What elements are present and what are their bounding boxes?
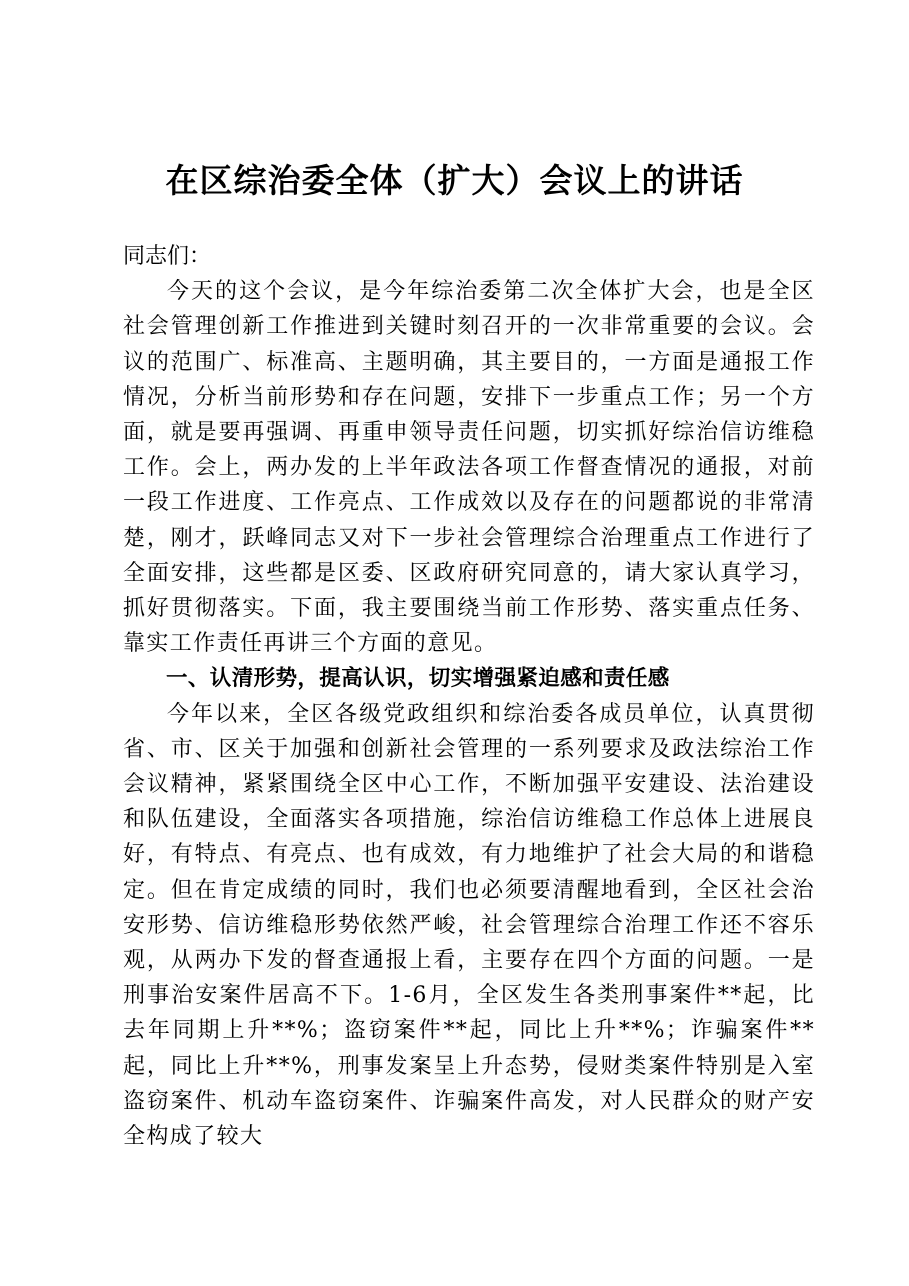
paragraph-opening: 今天的这个会议，是今年综治委第二次全体扩大会，也是全区社会管理创新工作推进到关键时刻召开的一次非常重要的会议。会议的范围广、标准高、主题明确，其主要目的，一方面是通报工作情况，分析当前形势和存在问题，安排下一步重点工作；另一个方面，就是要再强调、再重申领导责任问题，切实抓好综治信访维稳工作。会上，两办发的上半年政法各项工作督查情况的通报，对前一段工作进度、工作亮点、工作成效以及存在的问题都说的非常清楚，刚才，跃峰同志又对下一步社会管理综合治理重点工作进行了全面安排，这些都是区委、区政府研究同意的，请大家认真学习，抓好贯彻落实。下面，我主要围绕当前工作形势、落实重点任务、靠实工作责任再讲三个方面的意见。 [123,279,815,657]
document-title: 在区综治委全体（扩大）会议上的讲话 [165,161,744,200]
paragraph-situation: 今年以来，全区各级党政组织和综治委各成员单位，认真贯彻省、市、区关于加强和创新社会管理的一系列要求及政法综治工作会议精神，紧紧围绕全区中心工作，不断加强平安建设、法治建设和队伍建设，全面落实各项措施，综治信访维稳工作总体上进展良好，有特点、有亮点、也有成效，有力地维护了社会大局的和谐稳定。但在肯定成绩的同时，我们也必须要清醒地看到，全区社会治安形势、信访维稳形势依然严峻，社会管理综合治理工作还不容乐观，从两办下发的督查通报上看，主要存在四个方面的问题。一是刑事治安案件居高不下。1-6月，全区发生各类刑事案件**起，比去年同期上升**%；盗窃案件**起，同比上升**%；诈骗案件**起，同比上升**%，刑事发案呈上升态势，侵财类案件特别是入室盗窃案件、机动车盗窃案件、诈骗案件高发，对人民群众的财产安全构成了较大 [123,701,815,1150]
section-heading: 一、认清形势，提高认识，切实增强紧迫感和责任感 [166,666,670,692]
document-body [123,239,815,1154]
greeting: 同志们： [123,244,212,269]
